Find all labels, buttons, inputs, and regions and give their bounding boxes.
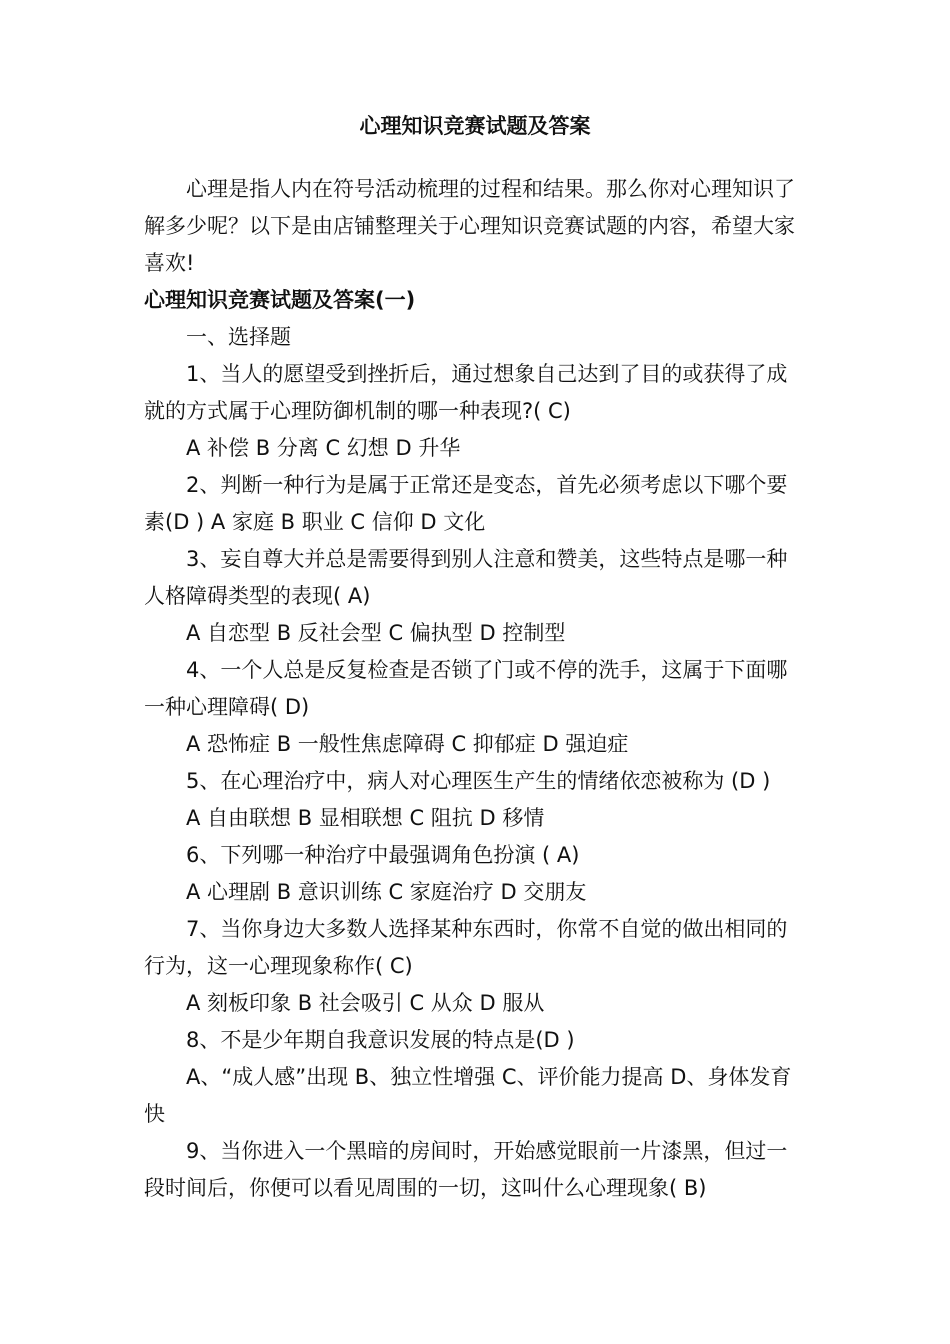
paragraph: A 刻板印象 B 社会吸引 C 从众 D 服从: [186, 991, 545, 1015]
paragraph: 6、下列哪一种治疗中最强调角色扮演 ( A): [186, 843, 580, 867]
paragraph: A 补偿 B 分离 C 幻想 D 升华: [186, 436, 461, 460]
paragraph: 4、一个人总是反复检查是否锁了门或不停的洗手，这属于下面哪一种心理障碍( D): [144, 658, 788, 719]
paragraph: 5、在心理治疗中，病人对心理医生产生的情绪依恋被称为 (D ): [186, 769, 771, 793]
paragraph: 2、判断一种行为是属于正常还是变态，首先必须考虑以下哪个要素(D ) A 家庭 B 职业 C 信仰 D 文化: [144, 473, 788, 534]
document-title: 心理知识竞赛试题及答案: [359, 114, 591, 138]
paragraph: A 自由联想 B 显相联想 C 阻抗 D 移情: [186, 806, 545, 830]
paragraph: A 心理剧 B 意识训练 C 家庭治疗 D 交朋友: [186, 880, 587, 904]
paragraph: 8、不是少年期自我意识发展的特点是(D ): [186, 1028, 575, 1052]
paragraph: 一、选择题: [186, 325, 291, 349]
paragraph: A、“成人感”出现 B、独立性增强 C、评价能力提高 D、身体发育快: [144, 1065, 792, 1126]
paragraph: 1、当人的愿望受到挫折后，通过想象自己达到了目的或获得了成就的方式属于心理防御机制的哪一种表现?( C): [144, 362, 788, 423]
document-body: [144, 171, 808, 1207]
paragraph: A 恐怖症 B 一般性焦虑障碍 C 抑郁症 D 强迫症: [186, 732, 629, 756]
paragraph: 9、当你进入一个黑暗的房间时，开始感觉眼前一片漆黑，但过一段时间后，你便可以看见周围的一切，这叫什么心理现象( B): [144, 1139, 788, 1200]
paragraph: A 自恋型 B 反社会型 C 偏执型 D 控制型: [186, 621, 566, 645]
paragraph: 7、当你身边大多数人选择某种东西时，你常不自觉的做出相同的行为，这一心理现象称作( C): [144, 917, 788, 978]
section-heading: 心理知识竞赛试题及答案(一): [144, 288, 416, 312]
paragraph: 3、妄自尊大并总是需要得到别人注意和赞美，这些特点是哪一种人格障碍类型的表现( A): [144, 547, 788, 608]
paragraph: 心理是指人内在符号活动梳理的过程和结果。那么你对心理知识了解多少呢？以下是由店铺整理关于心理知识竞赛试题的内容，希望大家喜欢!: [144, 177, 795, 275]
